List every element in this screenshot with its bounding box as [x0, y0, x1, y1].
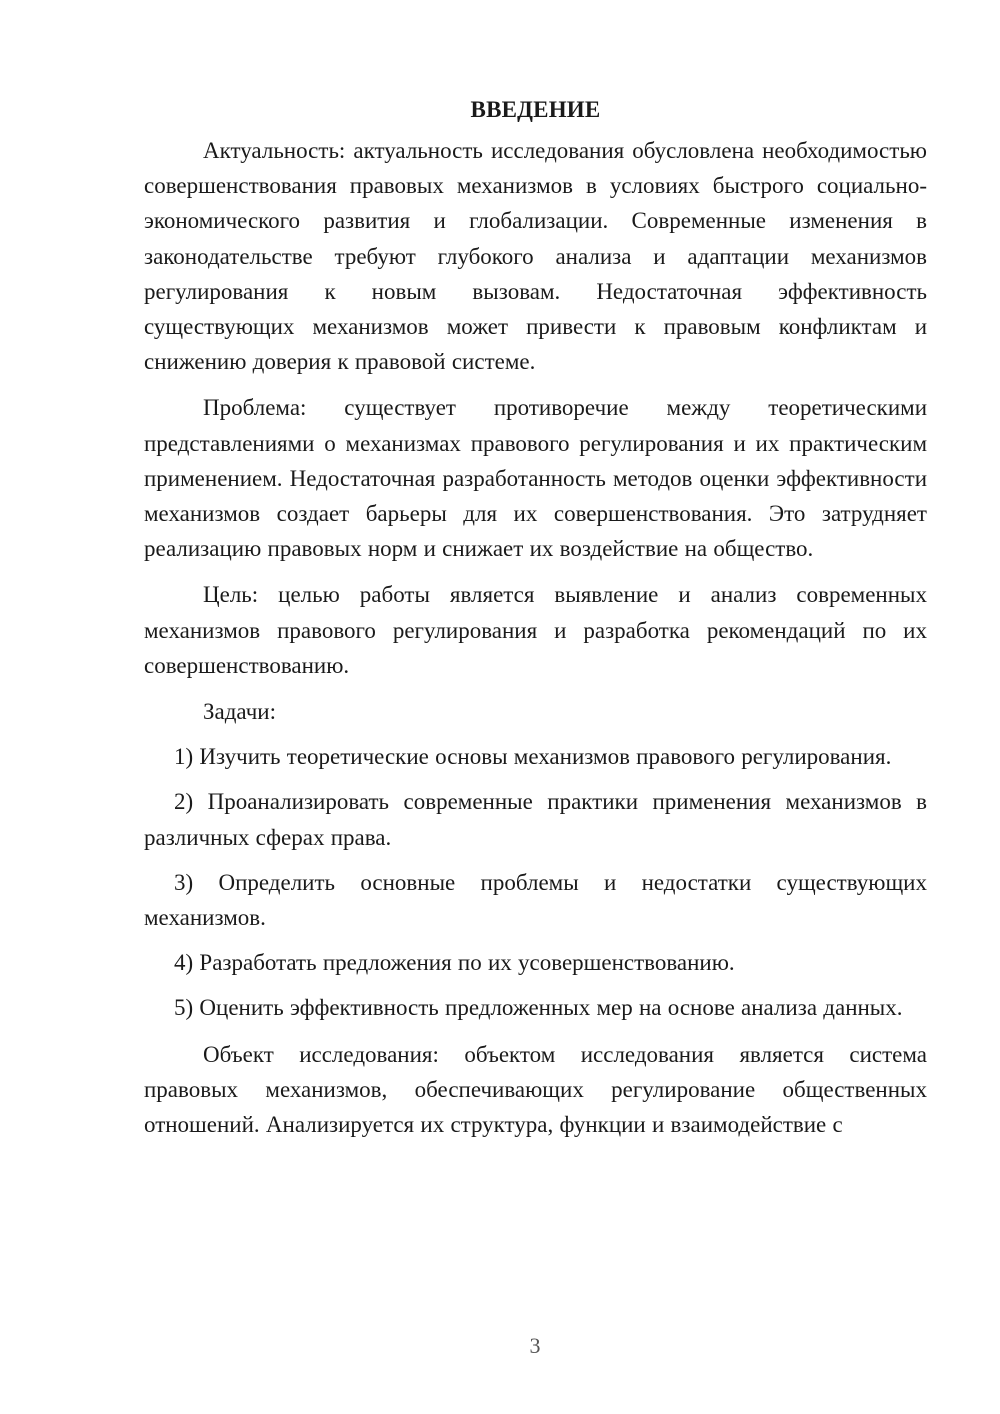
section-heading: ВВЕДЕНИЕ: [470, 97, 601, 122]
task-item-1: 1) Изучить теоретические основы механизмов правового регулирования.: [174, 744, 892, 770]
task-item-2: 2) Проанализировать современные практики применения механизмов в различных сферах права.: [144, 789, 927, 850]
page-number: 3: [529, 1333, 541, 1358]
paragraph-goal: Цель: целью работы является выявление и анализ современных механизмов правового регулирования и разработка рекомендаций по их совершенствованию.: [144, 582, 927, 678]
task-item-4: 4) Разработать предложения по их усовершенствованию.: [174, 950, 735, 976]
paragraph-object: Объект исследования: объектом исследования является система правовых механизмов, обеспечивающих регулирование общественных отношений. Анализируется их структура, функции и взаимодействие с: [144, 1041, 927, 1138]
document-page: [144, 92, 927, 1142]
paragraph-relevance: Актуальность: актуальность исследования обусловлена необходимостью совершенствования правовых механизмов в условиях быстрого социально-экономического развития и глобализации. Современные изменения в законодательстве требуют глубокого анализа и адаптации механизмов регулирования к новым вызовам. Недостаточная эффективность существующих механизмов может привести к правовым конфликтам и снижению доверия к правовой системе.: [144, 138, 927, 375]
tasks-label: Задачи:: [203, 699, 276, 725]
paragraph-problem: Проблема: существует противоречие между теоретическими представлениями о механизмах правового регулирования и их практическим применением. Недостаточная разработанность методов оценки эффективности механизмов создает барьеры для их совершенствования. Это затрудняет реализацию правовых норм и снижает их воздействие на общество.: [144, 395, 927, 562]
task-item-5: 5) Оценить эффективность предложенных мер на основе анализа данных.: [174, 995, 903, 1021]
task-item-3: 3) Определить основные проблемы и недостатки существующих механизмов.: [144, 869, 927, 931]
